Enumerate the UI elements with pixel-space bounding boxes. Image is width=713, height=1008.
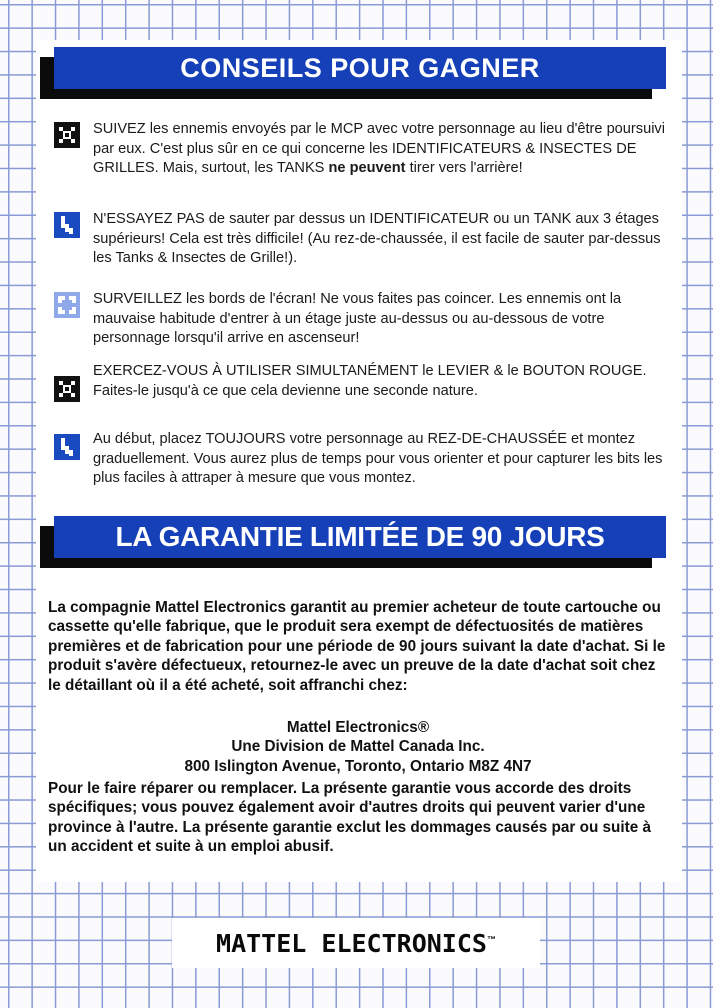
- tip-item: [54, 120, 674, 179]
- warranty-address: [48, 718, 668, 776]
- address-line: Une Division de Mattel Canada Inc.: [231, 738, 485, 756]
- tip-item: [54, 210, 674, 269]
- tip-text: N'ESSAYEZ PAS de sauter par dessus un IDENTIFICATEUR ou un TANK aux 3 étages supérieurs! Cela est très difficile! (Au rez-de-chaussée, il est facile de sauter par-dessus les Tanks & Insectes de Grille!).: [93, 211, 661, 267]
- warranty-intro: La compagnie Mattel Electronics garantit au premier acheteur de toute cartouche ou cassette qu'elle fabrique, que le produit sera exempt de défectuosités de matières premières et de fabrication pour une période de 90 jours suivant la date d'achat. Si le produit s'avère défectueux, retournez-le avec un preuve de la date d'achat soit chez le détaillant où il a été acheté, soit affranchi chez:: [48, 599, 666, 694]
- recognizer-icon: [54, 292, 80, 318]
- tips-title: CONSEILS POUR GAGNER: [180, 52, 540, 83]
- grid-bug-icon: [54, 122, 80, 148]
- warranty-closing: Pour le faire réparer ou remplacer. La présente garantie vous accorde des droits spécifiques; vous pouvez également avoir d'autres droits qui peuvent varier d'une province à l'autre. La présente garantie exclut les dommages causés par ou suite à un accident et suite à un emploi abusif.: [48, 780, 651, 856]
- grid-bug-icon: [54, 376, 80, 402]
- tip-text: SUIVEZ les ennemis envoyés par le MCP avec votre personnage au lieu d'être poursuivi par eux. C'est plus sûr en ce qui concerne les IDENTIFICATEURS & INSECTES DE GRILLES. Mais, surtout, les TANKS ne peuvent tirer vers l'arrière!: [93, 121, 665, 177]
- warranty-title-banner: [54, 516, 666, 558]
- mattel-electronics-logo: [172, 918, 540, 968]
- logo-text: MATTEL ELECTRONICS: [216, 928, 487, 958]
- tip-item: [54, 290, 674, 349]
- tip-text: SURVEILLEZ les bords de l'écran! Ne vous faites pas coincer. Les ennemis ont la mauvaise habitude d'entrer à un étage juste au-dessus ou au-dessous de votre personnage lorsqu'il arrive en ascenseur!: [93, 291, 622, 347]
- warranty-title: LA GARANTIE LIMITÉE DE 90 JOURS: [115, 521, 605, 552]
- tip-item: [54, 430, 674, 489]
- trademark-mark: ™: [486, 934, 496, 945]
- tank-icon: [54, 434, 80, 460]
- tip-item: [54, 362, 674, 402]
- tips-title-banner: [54, 47, 666, 89]
- tip-text: Au début, placez TOUJOURS votre personnage au REZ-DE-CHAUSSÉE et montez graduellement. Vous aurez plus de temps pour vous orienter et pour capturer les bits les plus faciles à attraper à mesure que vous montez.: [93, 431, 663, 487]
- address-line: Mattel Electronics®: [286, 719, 430, 736]
- address-line: 800 Islington Avenue, Toronto, Ontario M8Z 4N7: [184, 757, 532, 775]
- tank-icon: [54, 212, 80, 238]
- tip-text: EXERCEZ-VOUS À UTILISER SIMULTANÉMENT le LEVIER & le BOUTON ROUGE. Faites-le jusqu'à ce que cela devienne une seconde nature.: [93, 363, 647, 399]
